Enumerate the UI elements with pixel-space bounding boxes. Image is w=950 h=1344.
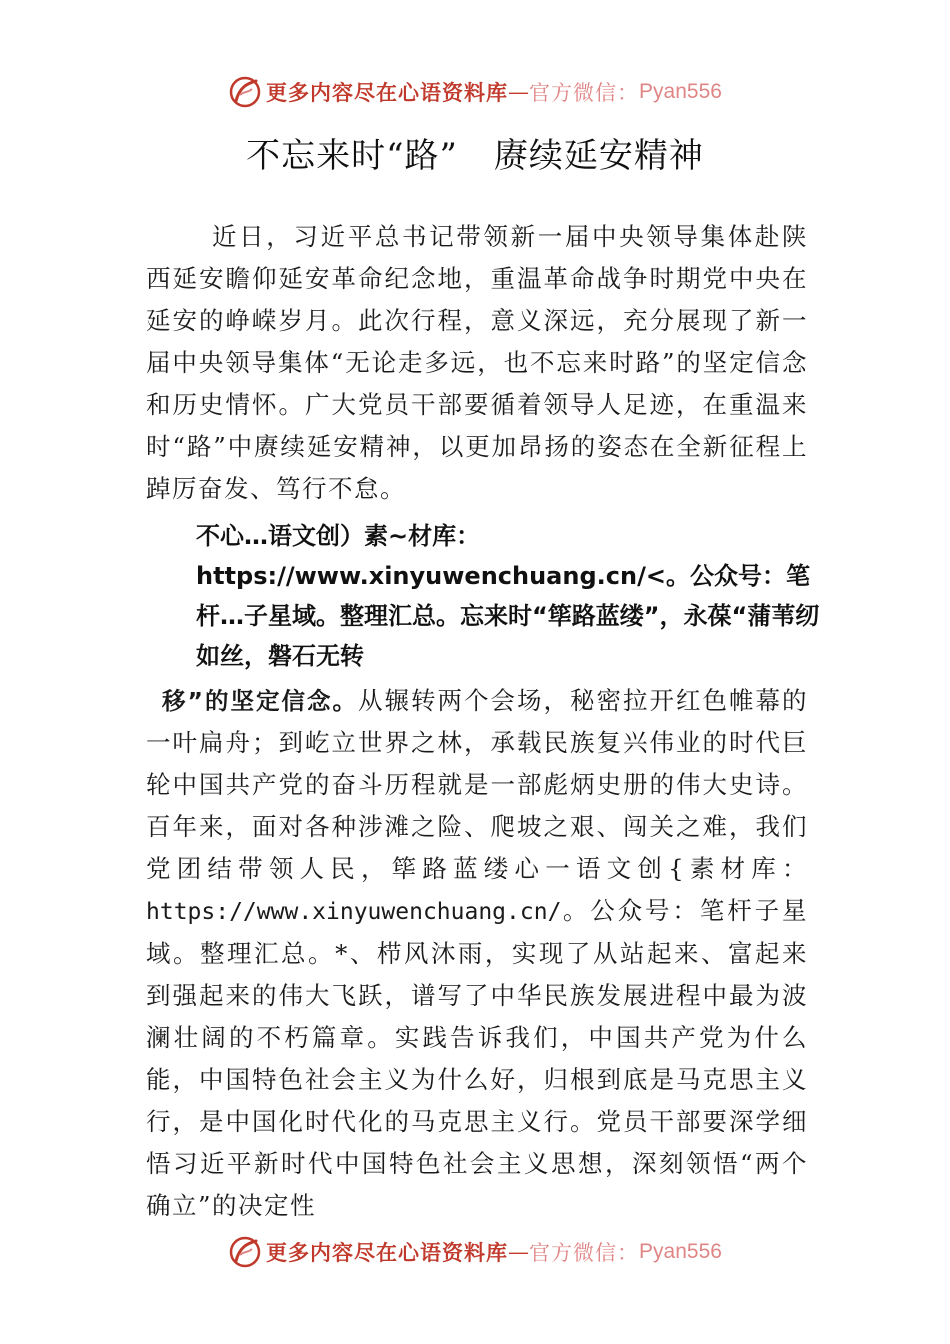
brand-logo-icon	[228, 1235, 262, 1269]
footer-brand-text: 更多内容尽在心语资料库	[266, 1240, 509, 1265]
header-brand-text: 更多内容尽在心语资料库	[266, 80, 509, 105]
paragraph-lead-bold: 移”的坚定信念。	[162, 687, 358, 715]
paragraph-intro: 近日，习近平总书记带领新一届中央领导集体赴陕西延安瞻仰延安革命纪念地，重温革命战争时期党中央在延安的峥嵘岁月。此次行程，意义深远，充分展现了新一届中央领导集体“无论走多远，也不忘来时路”的坚定信念和历史情怀。广大党员干部要循着领导人足迹，在重温来时“路”中赓续延安精神，以更加昂扬的姿态在全新征程上踔厉奋发、笃行不怠。	[146, 222, 808, 503]
paragraph-url-part-1: https://	[146, 899, 257, 925]
header-dash: —	[508, 80, 530, 104]
title-part-1: 不忘来时“路”	[246, 136, 458, 176]
footer-dash: —	[508, 1240, 530, 1264]
title-part-2: 赓续延安精神	[493, 136, 704, 176]
header-wechat-id: Pyan556	[639, 80, 722, 103]
footer-wechat-label: 官方微信：	[529, 1241, 640, 1265]
page-title	[0, 128, 950, 177]
paragraph-url-part-2: www.xinyuwenchuang.cn/	[256, 899, 562, 925]
footer-watermark	[0, 1232, 950, 1272]
header-watermark	[0, 72, 950, 112]
header-wechat-label: 官方微信：	[529, 81, 640, 105]
paragraph-body	[146, 680, 808, 1227]
brand-logo-icon	[228, 75, 262, 109]
footer-wechat-id: Pyan556	[639, 1240, 722, 1263]
paragraph-body-text-b: 。公众号：笔杆子星域。整理汇总。*、栉风沐雨，实现了从站起来、富起来到强起来的伟大飞跃，谱写了中华民族发展进程中最为波澜壮阔的不朽篇章。实践告诉我们，中国共产党为什么能，中国特色社会主义为什么好，归根到底是马克思主义行，是中国化时代化的马克思主义行。党员干部要深学细悟习近平新时代中国特色社会主义思想，深刻领悟“两个确立”的决定性	[146, 896, 808, 1220]
bold-inserted-text: 不心…语文创）素~材库：https://www.xinyuwenchuang.cn/<。公众号：笔杆…子星域。整理汇总。忘来时“筚路蓝缕”，永葆“蒲苇纫如丝，磐石无转	[196, 522, 820, 670]
paragraph-body-text-a: 从辗转两个会场，秘密拉开红色帷幕的一叶扁舟；到屹立世界之林，承载民族复兴伟业的时代巨轮中国共产党的奋斗历程就是一部彪炳史册的伟大史诗。百年来，面对各种涉滩之险、爬坡之艰、闯关之难，我们党团结带领人民，筚路蓝缕心一语文创{素材库：	[146, 686, 808, 883]
